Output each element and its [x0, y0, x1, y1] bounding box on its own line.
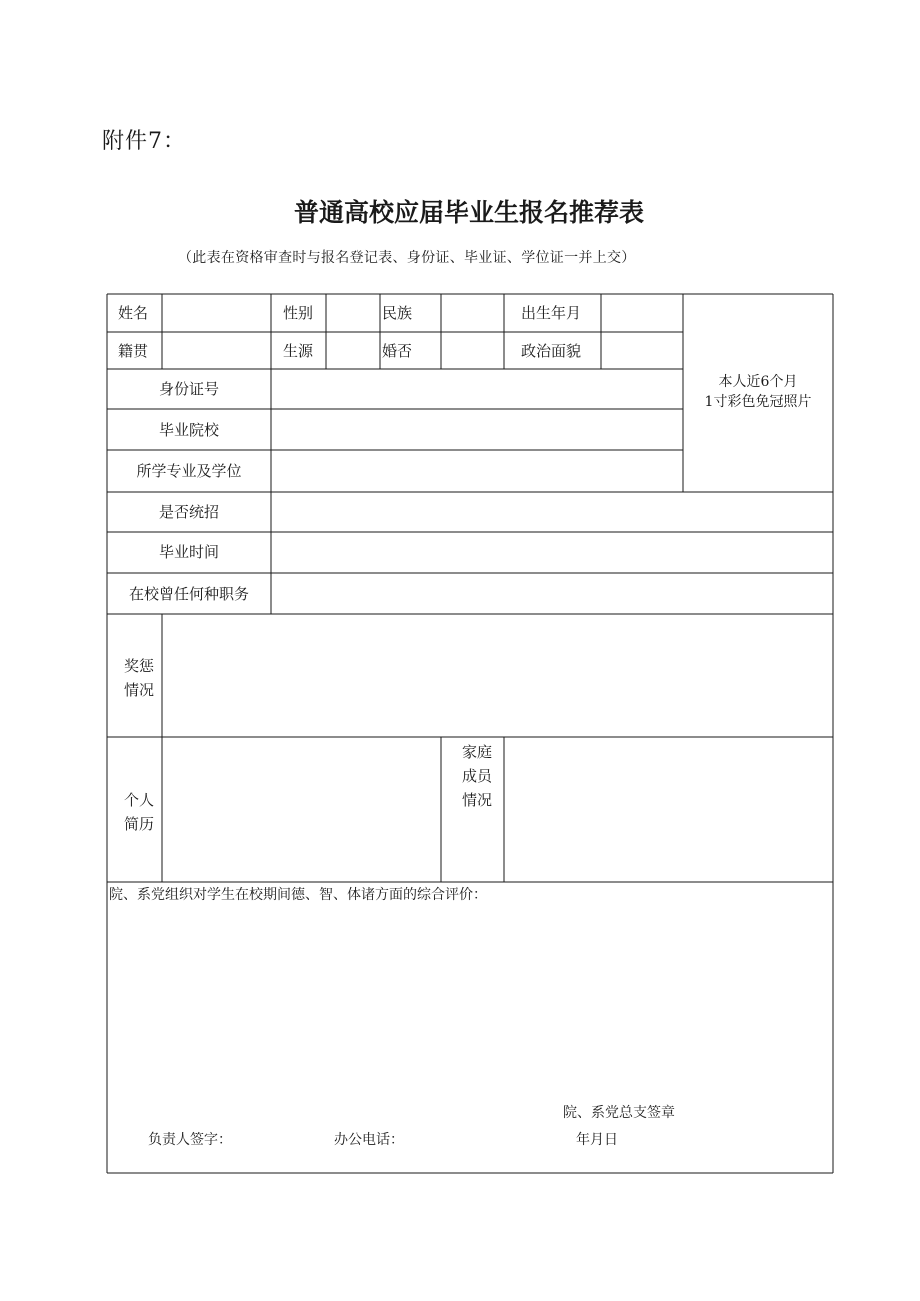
date-label: 年月日 — [576, 1132, 618, 1148]
resume-label: 个人简历 — [124, 791, 155, 833]
major-degree-label: 所学专业及学位 — [136, 462, 242, 480]
marital-label: 婚否 — [382, 342, 413, 360]
graduation-time-label: 毕业时间 — [158, 543, 219, 561]
family-members-label: 家庭成员情况 — [462, 743, 493, 809]
awards-label: 奖惩情况 — [124, 657, 155, 699]
photo-instruction-line2: 1寸彩色免冠照片 — [704, 394, 812, 410]
name-label: 姓名 — [118, 304, 149, 322]
evaluation-field[interactable] — [112, 910, 828, 1090]
unified-enrollment-label: 是否统招 — [158, 503, 219, 521]
resume-field[interactable] — [166, 741, 436, 878]
birth-label: 出生年月 — [521, 304, 582, 322]
gender-label: 性别 — [283, 304, 314, 322]
form-subtitle: （此表在资格审查时与报名登记表、身份证、毕业证、学位证一并上交） — [178, 250, 636, 266]
signer-label: 负责人签字： — [148, 1132, 232, 1148]
form-title-text: 普通高校应届毕业生报名推荐表 — [293, 198, 644, 227]
party-branch-seal-label: 院、系党总支签章 — [563, 1105, 675, 1121]
photo-instruction-line1: 本人近6个月 — [718, 374, 798, 390]
ethnicity-label: 民族 — [382, 304, 413, 322]
attachment-label: 附件7： — [102, 129, 186, 154]
school-position-label: 在校曾任何种职务 — [128, 585, 249, 603]
family-members-field[interactable] — [508, 741, 828, 878]
political-status-label: 政治面貌 — [521, 342, 582, 360]
evaluation-prompt: 院、系党组织对学生在校期间德、智、体诸方面的综合评价： — [109, 887, 487, 903]
office-phone-label: 办公电话： — [334, 1132, 404, 1148]
photo-box[interactable] — [683, 372, 833, 412]
school-label: 毕业院校 — [158, 421, 219, 439]
origin-label: 生源 — [283, 342, 314, 360]
id-number-label: 身份证号 — [158, 380, 219, 398]
awards-field[interactable] — [166, 618, 828, 733]
native-place-label: 籍贯 — [118, 342, 149, 360]
